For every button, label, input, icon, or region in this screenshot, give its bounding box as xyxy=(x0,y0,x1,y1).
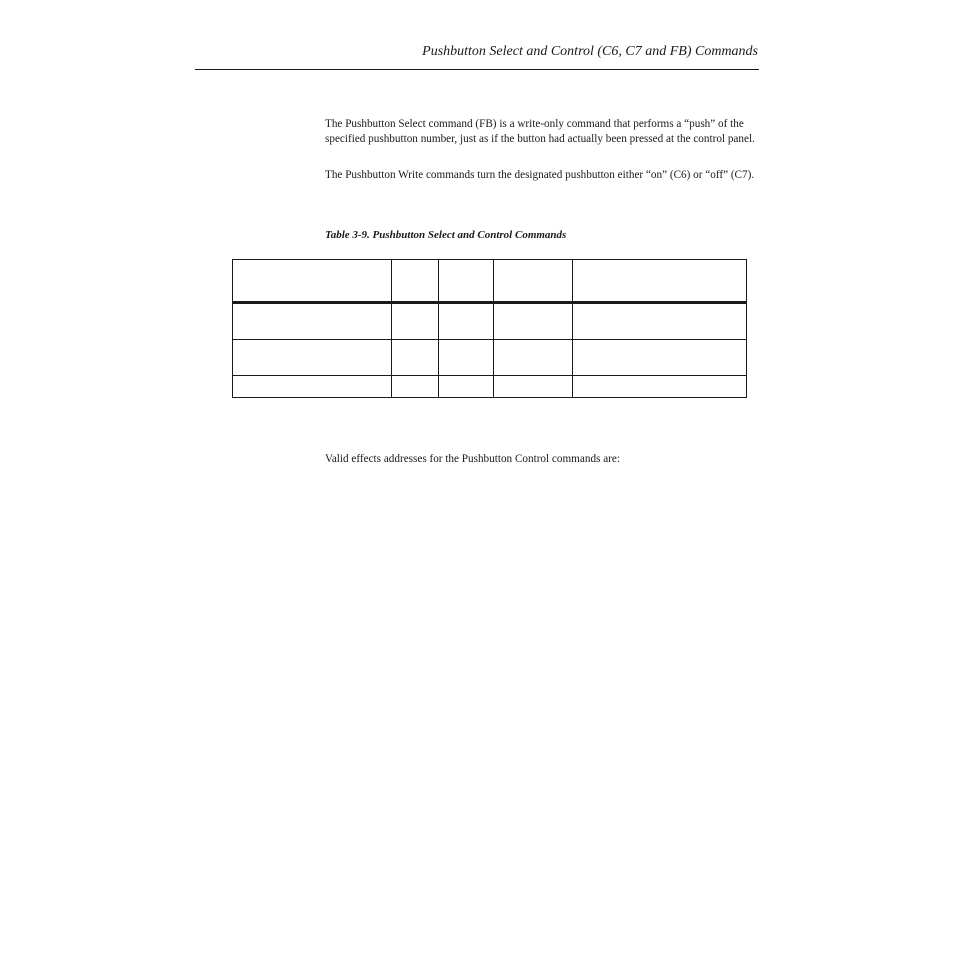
table-cell xyxy=(233,303,392,340)
table-cell xyxy=(494,303,572,340)
table-header-cell xyxy=(439,260,494,303)
table-header-cell xyxy=(572,260,746,303)
table-header-row xyxy=(233,260,747,303)
table-row xyxy=(233,303,747,340)
table-row xyxy=(233,376,747,398)
table-cell xyxy=(233,340,392,376)
table-cell xyxy=(494,340,572,376)
table-caption: Table 3-9. Pushbutton Select and Control Commands xyxy=(325,229,567,241)
table-cell xyxy=(439,340,494,376)
header-rule xyxy=(195,69,759,70)
paragraph-pushbutton-select: The Pushbutton Select command (FB) is a write-only command that performs a “push” of the specified pushbutton number, just as if the button had actually been pressed at the control panel. xyxy=(325,118,755,145)
table-cell xyxy=(233,376,392,398)
table-row xyxy=(233,340,747,376)
table-cell xyxy=(494,376,572,398)
paragraph-valid-addresses: Valid effects addresses for the Pushbutton Control commands are: xyxy=(325,453,620,465)
paragraph-pushbutton-write: The Pushbutton Write commands turn the designated pushbutton either “on” (C6) or “off” (C7). xyxy=(325,169,755,181)
table-header-cell xyxy=(494,260,572,303)
table-cell xyxy=(572,340,746,376)
table-cell xyxy=(572,303,746,340)
table-cell xyxy=(572,376,746,398)
table-cell xyxy=(392,303,439,340)
table-cell xyxy=(439,303,494,340)
table-cell xyxy=(392,340,439,376)
table-header-cell xyxy=(233,260,392,303)
running-header-title: Pushbutton Select and Control (C6, C7 and FB) Commands xyxy=(422,44,758,59)
table-cell xyxy=(439,376,494,398)
table-cell xyxy=(392,376,439,398)
table-header-cell xyxy=(392,260,439,303)
commands-table xyxy=(232,259,747,398)
